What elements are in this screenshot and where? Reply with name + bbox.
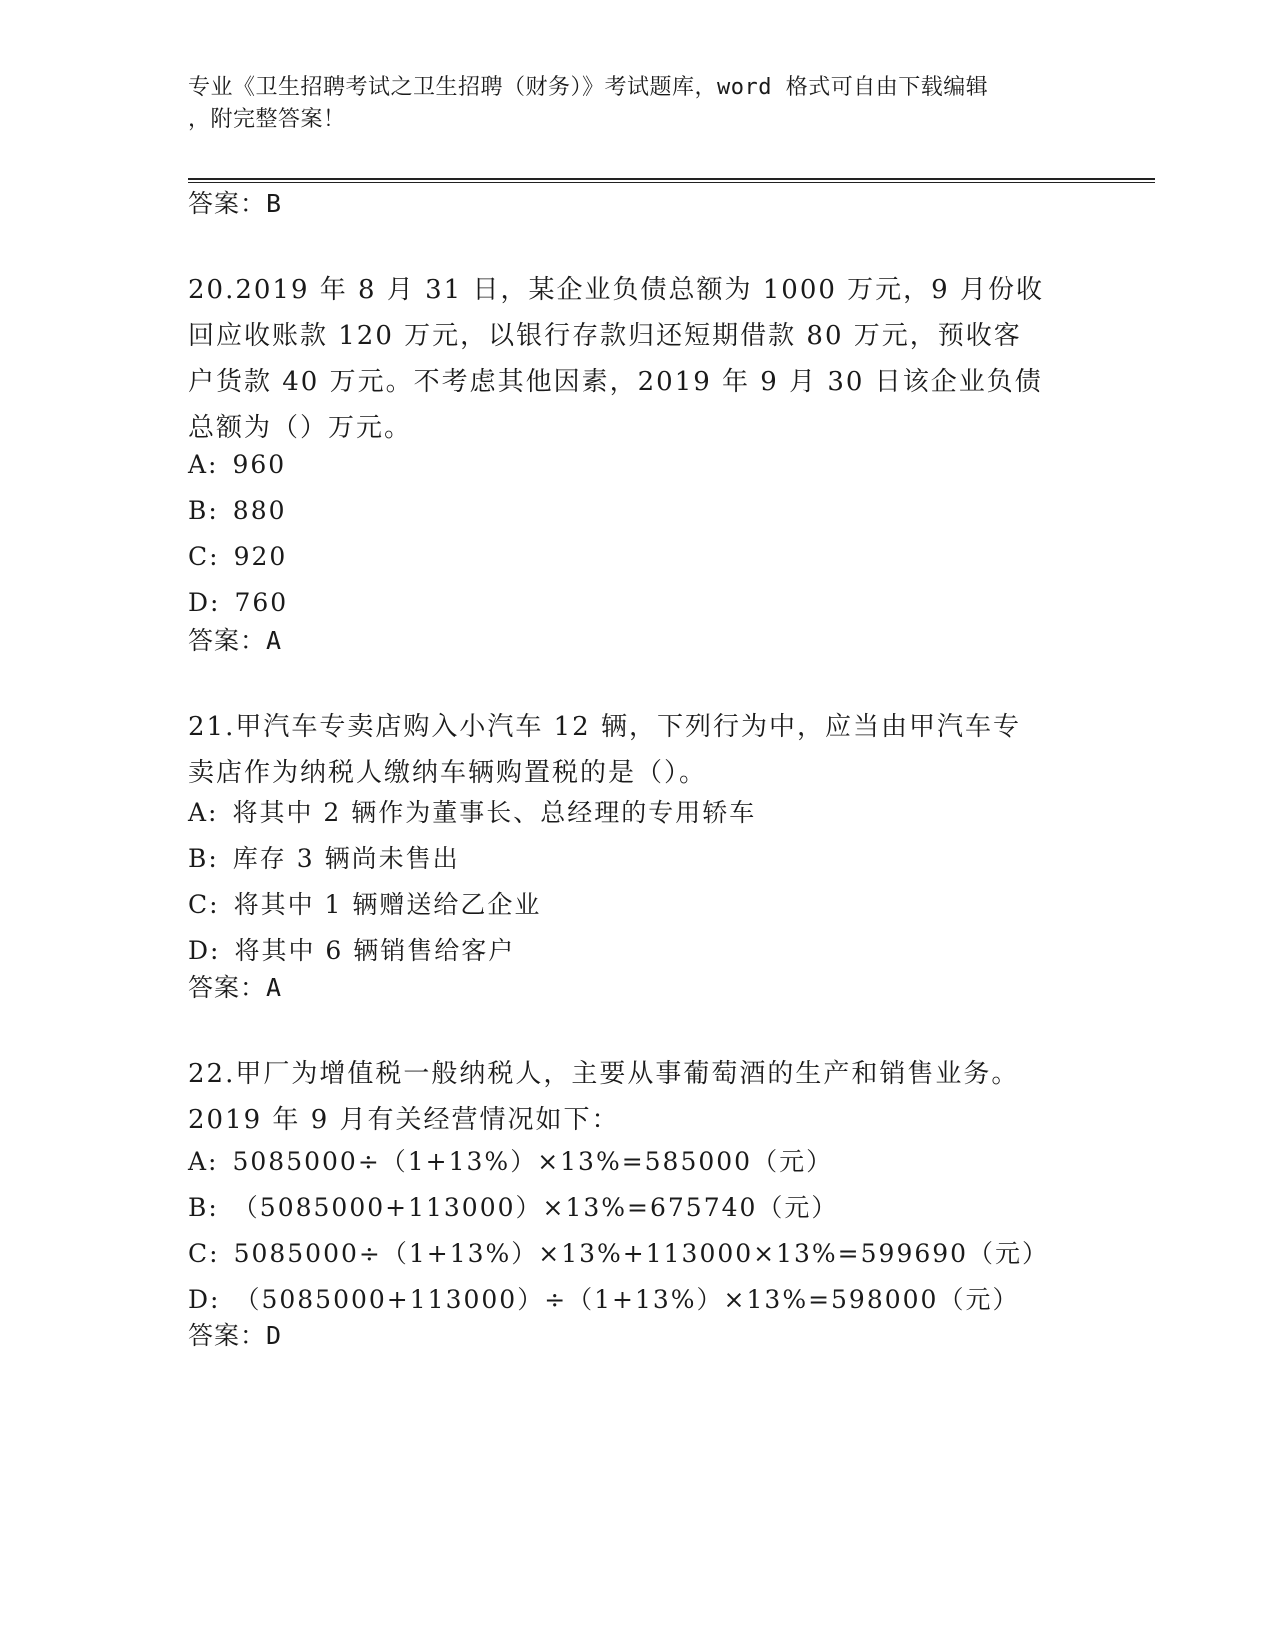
- option-a: A: 将其中 2 辆作为董事长、总经理的专用轿车: [188, 798, 757, 827]
- option-b: B: （5085000+113000）×13%=675740（元）: [188, 1193, 839, 1222]
- answer-label: 答案：: [188, 189, 267, 218]
- question-22-options: [188, 1139, 1088, 1323]
- option-c: C: 5085000÷（1+13%）×13%+113000×13%=599690（元）: [188, 1239, 1050, 1268]
- question-21: [188, 704, 1048, 796]
- question-20-options: [188, 442, 1088, 626]
- answer-line: [188, 623, 1088, 659]
- answer-value: A: [266, 626, 283, 655]
- option-b: B: 880: [188, 496, 287, 525]
- option-a: A: 5085000÷（1+13%）×13%=585000（元）: [188, 1147, 834, 1176]
- header-line-1: 专业《卫生招聘考试之卫生招聘（财务）》考试题库，word 格式可自由下载编辑: [188, 75, 989, 100]
- option-c: C: 将其中 1 辆赠送给乙企业: [188, 890, 542, 919]
- question-text: 21.甲汽车专卖店购入小汽车 12 辆，下列行为中，应当由甲汽车专卖店作为纳税人缴纳车辆购置税的是（）。: [188, 712, 1021, 788]
- option-a: A: 960: [188, 450, 287, 479]
- answer-label: 答案：: [188, 1321, 267, 1350]
- header-line-2: ，附完整答案！: [188, 107, 346, 132]
- question-text: 22.甲厂为增值税一般纳税人，主要从事葡萄酒的生产和销售业务。2019 年 9 月有关经营情况如下：: [188, 1059, 1020, 1135]
- question-22: [188, 1051, 1048, 1143]
- question-20: [188, 267, 1048, 451]
- header-divider: [188, 178, 1155, 183]
- option-d: D: （5085000+113000）÷（1+13%）×13%=598000（元）: [188, 1285, 1020, 1314]
- question-text: 20.2019 年 8 月 31 日，某企业负债总额为 1000 万元，9 月份收回应收账款 120 万元，以银行存款归还短期借款 80 万元，预收客户货款 40 万元。不考虑其他因素，2019 年 9 月 30 日该企业负债总额为（）万元。: [188, 275, 1044, 443]
- option-d: D: 将其中 6 辆销售给客户: [188, 936, 516, 965]
- option-c: C: 920: [188, 542, 288, 571]
- answer-line: [188, 186, 1088, 222]
- option-d: D: 760: [188, 588, 289, 617]
- answer-value: B: [266, 189, 283, 218]
- question-21-options: [188, 790, 1088, 974]
- answer-value: D: [266, 1321, 283, 1350]
- answer-label: 答案：: [188, 626, 267, 655]
- answer-line: [188, 970, 1088, 1006]
- answer-value: A: [266, 973, 283, 1002]
- option-b: B: 库存 3 辆尚未售出: [188, 844, 460, 873]
- document-header: [188, 72, 1088, 136]
- answer-label: 答案：: [188, 973, 267, 1002]
- answer-line: [188, 1318, 1088, 1354]
